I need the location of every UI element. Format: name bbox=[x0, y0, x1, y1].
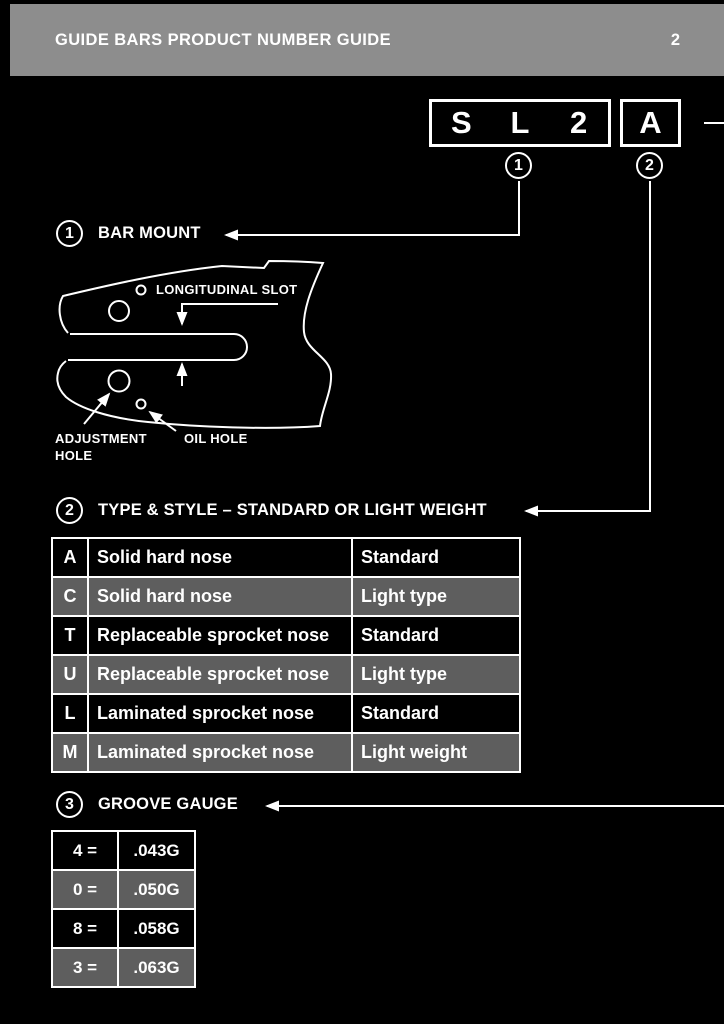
slot-leader-line bbox=[182, 304, 278, 324]
type-style-cell: Light type bbox=[352, 655, 520, 694]
section-bar-mount bbox=[56, 220, 201, 247]
type-style-cell: Standard bbox=[352, 538, 520, 577]
table-row bbox=[52, 831, 195, 870]
section-2-circle bbox=[56, 497, 83, 524]
gauge-digit-cell: 0 = bbox=[52, 870, 118, 909]
callout-2-number: 2 bbox=[645, 156, 654, 174]
page-title: GUIDE BARS PRODUCT NUMBER GUIDE bbox=[55, 30, 391, 49]
section-2-number: 2 bbox=[65, 501, 74, 519]
longitudinal-slot-label: LONGITUDINAL SLOT bbox=[156, 282, 298, 297]
product-code-char-2: 2 bbox=[570, 105, 588, 140]
table-row bbox=[52, 577, 520, 616]
type-style-cell: Light weight bbox=[352, 733, 520, 772]
section-1-number: 1 bbox=[65, 224, 74, 242]
product-code-char-s: S bbox=[450, 105, 472, 140]
table-row bbox=[52, 909, 195, 948]
product-code-char-a: A bbox=[639, 105, 662, 140]
groove-gauge-table bbox=[51, 830, 196, 988]
type-code-cell: M bbox=[52, 733, 88, 772]
gauge-digit-cell: 4 = bbox=[52, 831, 118, 870]
product-code-char-l: L bbox=[510, 105, 530, 140]
table-row bbox=[52, 733, 520, 772]
section-3-title: GROOVE GAUGE bbox=[98, 795, 238, 813]
type-code-cell: C bbox=[52, 577, 88, 616]
gauge-value-cell: .043G bbox=[118, 831, 195, 870]
type-desc-cell: Solid hard nose bbox=[88, 577, 352, 616]
table-row bbox=[52, 538, 520, 577]
type-style-cell: Light type bbox=[352, 577, 520, 616]
connector-line-1 bbox=[226, 181, 519, 235]
type-code-cell: L bbox=[52, 694, 88, 733]
type-code-cell: A bbox=[52, 538, 88, 577]
section-groove-gauge bbox=[56, 791, 238, 818]
type-desc-cell: Replaceable sprocket nose bbox=[88, 655, 352, 694]
upper-mount-hole bbox=[109, 301, 129, 321]
gauge-value-cell: .050G bbox=[118, 870, 195, 909]
table-row bbox=[52, 694, 520, 733]
section-1-title: BAR MOUNT bbox=[98, 224, 201, 242]
callout-1-number: 1 bbox=[514, 156, 523, 174]
type-desc-cell: Laminated sprocket nose bbox=[88, 694, 352, 733]
oil-hole bbox=[137, 400, 146, 409]
oil-hole-label: OIL HOLE bbox=[184, 431, 248, 446]
type-code-cell: T bbox=[52, 616, 88, 655]
section-3-number: 3 bbox=[65, 795, 74, 813]
longitudinal-slot-shape bbox=[68, 334, 247, 360]
section-3-circle bbox=[56, 791, 83, 818]
gauge-value-cell: .058G bbox=[118, 909, 195, 948]
type-code-cell: U bbox=[52, 655, 88, 694]
gauge-digit-cell: 8 = bbox=[52, 909, 118, 948]
type-desc-cell: Replaceable sprocket nose bbox=[88, 616, 352, 655]
adjustment-hole-label-line1: ADJUSTMENT bbox=[55, 431, 147, 446]
type-desc-cell: Solid hard nose bbox=[88, 538, 352, 577]
type-style-cell: Standard bbox=[352, 616, 520, 655]
oil-hole-arrow bbox=[150, 412, 176, 431]
table-row bbox=[52, 655, 520, 694]
adjustment-hole bbox=[109, 371, 130, 392]
connector-line-2 bbox=[526, 181, 650, 511]
section-2-title: TYPE & STYLE – STANDARD OR LIGHT WEIGHT bbox=[98, 501, 487, 519]
table-row bbox=[52, 870, 195, 909]
gauge-digit-cell: 3 = bbox=[52, 948, 118, 987]
type-style-cell: Standard bbox=[352, 694, 520, 733]
table-row bbox=[52, 948, 195, 987]
section-1-circle bbox=[56, 220, 83, 247]
section-type-style bbox=[56, 497, 487, 524]
top-small-hole bbox=[137, 286, 146, 295]
table-row bbox=[52, 616, 520, 655]
type-style-table bbox=[51, 537, 521, 773]
gauge-value-cell: .063G bbox=[118, 948, 195, 987]
adjustment-hole-label-line2: HOLE bbox=[55, 448, 93, 463]
page-number: 2 bbox=[670, 30, 680, 49]
type-desc-cell: Laminated sprocket nose bbox=[88, 733, 352, 772]
